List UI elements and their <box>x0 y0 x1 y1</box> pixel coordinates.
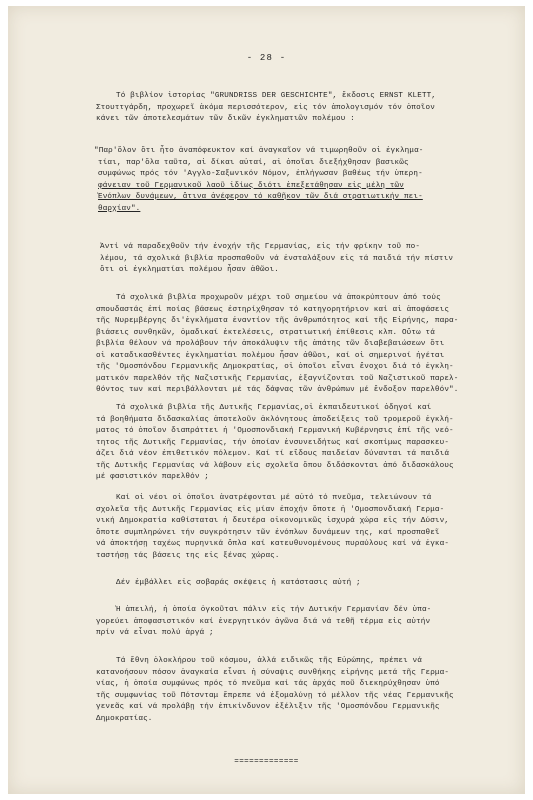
text-line: σπουδαστάς ἐπί ποίας βάσεως ἐστηρίχθησαν τό κατηγορητήριον καί αἱ ἀποφάσεις <box>96 305 450 314</box>
text-line: ὅποτε συμπληρώνει τήν συγκρότησιν τῶν ἐνόπλων δυνάμεων της, καί προσπαθεῖ <box>96 528 440 537</box>
quote-block <box>94 146 439 215</box>
text-line: συμφώνως πρός τόν 'Αγγλο-Σαξωνικόν Νόμον, ἐπλήγωσαν βαθέως τήν ὑπερη- <box>98 170 423 178</box>
paragraph-7 <box>116 578 461 590</box>
paragraph-4 <box>96 293 459 397</box>
paragraph-9 <box>96 656 454 725</box>
text-line: νίας, ἡ ὁποία συμφώνως πρός τό πνεῦμα καί τάς ἀρχάς ποῦ διεκηρύχθησαν ὑπό <box>96 680 440 688</box>
text-line: τίαι, παρ'ὅλα ταῦτα, αἱ δίκαι αὐταί, αἱ ὁποῖαι διεξήχθησαν βασικῶς <box>98 158 409 167</box>
text-line: νά ἀποκτήσῃ ταχέως πυρηνικά ὅπλα καί κατευθυνομένους πυραύλους καί νά ἐγκα- <box>96 540 450 548</box>
text-line: τῆς Δυτικῆς Γερμανίας νά λάβουν εἰς σχολεῖα ὅπου διδάσκονται ἀπό διδασκάλους <box>96 461 454 470</box>
text-line: μέ φασιστικόν παρελθόν ; <box>96 473 209 481</box>
text-line: "Παρ'ὅλον ὅτι ἦτο ἀναπόφευκτον καί ἀναγκαῖον νά τιμωρηθοῦν οἱ ἐγκλημα- <box>94 147 424 155</box>
text-line: Τά σχολικά βιβλία τῆς Δυτικῆς Γερμανίας,οἱ ἐκπαιδευτικοί ὁδηγοί καί <box>116 404 432 412</box>
text-line: τῆς Νυρεμβέργης δι'ἐγκλήματα ἐναντίον τῆς ἀνθρωπότητος καί τῆς Εἰρήνης, παρα- <box>96 317 459 325</box>
paragraph-8 <box>96 605 441 640</box>
text-line: Δημοκρατίας. <box>96 714 153 723</box>
text-line: γενεᾶς καί νά προλάβῃ τήν ἐπικίνδυνον ἐξέλιξιν τῆς 'Ομοσπόνδου Γερμανικῆς <box>96 703 440 711</box>
text-line: άζει διά νέον ἐπιθετικόν πόλεμον. Καί τί εἴδους παιδείαν δύνανται τά παιδιά <box>96 450 450 458</box>
section-separator: ============= <box>234 758 299 766</box>
underlined-line: Ἐνόπλων δυνάμεων, ἅτινα ἀνέφερον τό καθῆκον τῶν διά στρατιωτικήν πει- <box>98 193 423 201</box>
text-line: βιβλία θέλουν νά προλάβουν τήν ἀποκάλυψιν τῆς ἀπάτης τῶν διαβεβαιώσεων ὅτι <box>96 340 445 348</box>
text-line: Δέν ἐμβάλλει εἰς σοβαράς σκέψεις ἡ κατάστασις αὐτή ; <box>116 579 361 587</box>
text-line: ματος τό ὁποῖον διαπράττει ἡ 'Ομοσπονδιακή Γερμανική Κυβέρνησις ἐπί τῆς νεό- <box>96 427 454 435</box>
paragraph-6 <box>96 493 450 562</box>
paragraph-1 <box>96 91 441 126</box>
underlined-line: θαρχίαν". <box>98 204 141 213</box>
text-line: τῆς συμφωνίας τοῦ Πότσνταμ ἔπρεπε νά ἐξομαλύνῃ τό μέλλον τῆς νέας Γερμανικῆς <box>96 691 454 700</box>
text-line: τῆς 'Ομοσπόνδου Γερμανικῆς Δημοκρατίας, οἱ ὁποῖοι εἶναι ἔνοχοι διά τό ἐγκλη- <box>96 363 454 371</box>
text-line: σχολεῖα τῆς Δυτικῆς Γερμανίας εἰς μίαν ἐποχήν ὅποτε ἡ 'Ομοσπονδιακή Γερμα- <box>96 505 445 514</box>
text-line: Τά σχολικά βιβλία προχωροῦν μέχρι τοῦ σημείου νά ἀποκρύπτουν ἀπό τούς <box>116 294 441 302</box>
text-line: πρίν νά εἶναι πολύ ἀργά ; <box>96 629 214 637</box>
text-line: Ἡ ἀπειλή, ἡ ὁποία ὀγκοῦται πάλιν εἰς τήν Δυτικήν Γερμανίαν δέν ὑπα- <box>116 606 432 614</box>
document-page <box>8 6 525 794</box>
text-line: Ἀντί νά παραδεχθοῦν τήν ἐνοχήν τῆς Γερμανίας, εἰς τήν φρίκην τοῦ πο- <box>100 243 421 251</box>
text-line: γορεύει ἀποφασιστικόν καί ἐνεργητικόν ἀγῶνα διά νά τεθῆ τέρμα εἰς αὐτήν <box>96 617 431 626</box>
text-line: Στουττγάρδη, προχωρεῖ ἀκόμα περισσότερον, εἰς τόν ἀπολογισμόν τόν ὁποῖον <box>96 103 435 112</box>
text-line: ταστήσῃ τάς βάσεις της εἰς ξένας χώρας. <box>96 551 280 560</box>
text-line: νική Δημοκρατία καθίσταται ἡ δευτέρα οἰκονομικῶς ἰσχυρά χώρα εἰς τήν Δύσιν, <box>96 517 450 525</box>
text-line: οἱ καταδικασθέντες ἐγκληματίαι πολέμου ἦσαν ἀθῶοι, καί οἱ σημερινοί ἡγέται <box>96 351 445 360</box>
text-line: κατανοήσουν πόσον ἀναγκαία εἶναι ἡ σύναψις συνθήκης εἰρήνης μετά τῆς Γερμα- <box>96 668 450 677</box>
text-line: ὅτι οἱ ἐγκληματίαι πολέμου ἦσαν ἀθῶοι. <box>100 266 279 274</box>
underlined-line: φάνειαν τοῦ Γερμανικοῦ λαοῦ ἰδίως διότι ἐπεξετάθησαν εἰς μέλη τῶν <box>98 181 404 190</box>
text-line: ματικόν παρελθόν τῆς Ναζιστικῆς Γερμανίας, ἐξαγνίζονται τοῦ Ναζιστικοῦ παρελ- <box>96 374 459 383</box>
page-number: - 28 - <box>246 53 287 63</box>
text-line: Τά ἔθνη ὁλοκλήρου τοῦ κόσμου, ἀλλά ειδικῶς τῆς Εὐρώπης, πρέπει νά <box>116 657 422 665</box>
paragraph-5 <box>96 403 454 484</box>
text-line: τά βοηθήματα διδασκαλίας ἀποτελοῦν ἀκλόνητους ἀποδείξεις τοῦ τρομεροῦ ἐγκλή- <box>96 415 454 424</box>
text-line: θόντος των καί περιβάλλονται μέ τάς δάφνας τῶν ἀνθρώπων μέ ἔνδοξον παρελθόν". <box>96 386 459 394</box>
text-line: Τό βιβλίον ἱστορίας "GRUNDRISS DER GESCHICHTE", ἔκδοσις ERNST KLETT, <box>116 92 437 100</box>
text-line: τητος τῆς Δυτικῆς Γερμανίας, τήν ὁποίαν ἐνσυνειδήτως καί σκοπίμως παρασκευ- <box>96 438 450 447</box>
paragraph-3 <box>100 242 454 277</box>
text-line: Καί οἱ νέοι οἱ ὁποῖοι ἀνατρέφονται μέ αὐτό τό πνεῦμα, τελειώνουν τά <box>116 494 432 502</box>
text-line: λέμου, τά σχολικά βιβλία προσπαθοῦν νά ἐνσταλάξουν εἰς τά παιδιά τήν πίστιν <box>100 254 454 263</box>
text-line: βιάσεις συνθηκῶν, ὁμαδικαί ἐκτελέσεις, στρατιωτική ἐπίθεσις κλπ. Οὕτω τά <box>96 328 435 337</box>
text-line: κάνει τῶν ἀποτελεσμάτων τῶν δικῶν ἐγκληματιῶν πολέμου : <box>96 115 355 123</box>
